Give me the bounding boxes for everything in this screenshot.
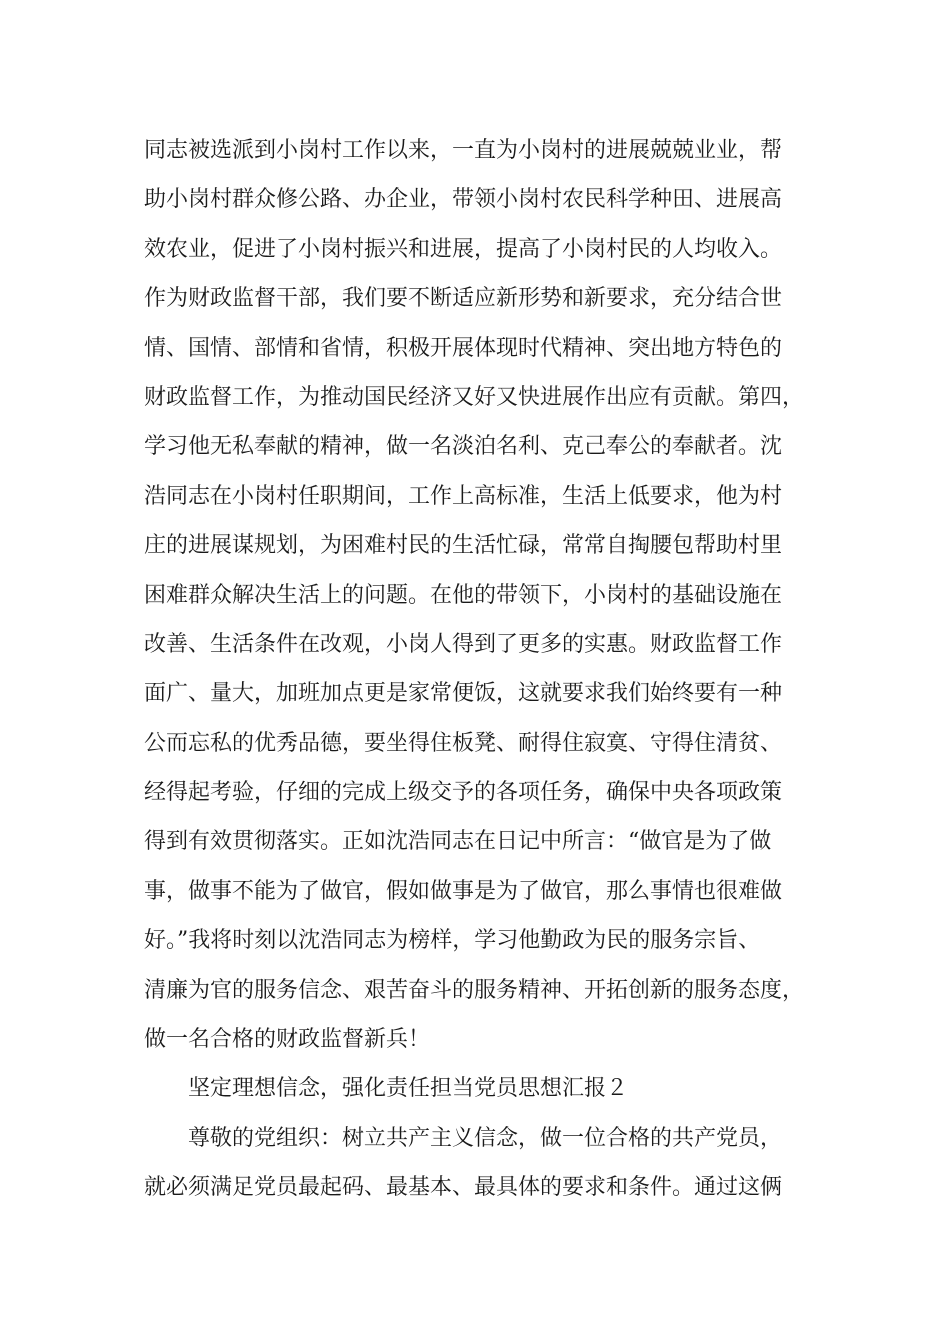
body-line-6: 财政监督工作，为推动国民经济又好又快进展作出应有贡献。第四， bbox=[144, 384, 805, 410]
body-line-22: 就必须满足党员最起码、最基本、最具体的要求和条件。通过这俩 bbox=[144, 1175, 783, 1201]
body-line-10: 困难群众解决生活上的问题。在他的带领下，小岗村的基础设施在 bbox=[144, 582, 783, 608]
body-line-19: 做一名合格的财政监督新兵！ bbox=[144, 1027, 431, 1053]
body-line-12: 面广、量大，加班加点更是家常便饭，这就要求我们始终要有一种 bbox=[144, 681, 783, 707]
section-heading: 坚定理想信念，强化责任担当党员思想汇报２ bbox=[188, 1076, 629, 1102]
body-line-13: 公而忘私的优秀品德，要坐得住板凳、耐得住寂寞、守得住清贫、 bbox=[144, 730, 783, 756]
body-line-7: 学习他无私奉献的精神，做一名淡泊名利、克己奉公的奉献者。沈 bbox=[144, 434, 783, 460]
body-line-14: 经得起考验，仔细的完成上级交予的各项任务，确保中央各项政策 bbox=[144, 780, 783, 806]
body-line-9: 庄的进展谋规划，为困难村民的生活忙碌，常常自掏腰包帮助村里 bbox=[144, 533, 783, 559]
body-line-1: 同志被选派到小岗村工作以来，一直为小岗村的进展兢兢业业，帮 bbox=[144, 138, 783, 163]
body-line-3: 效农业，促进了小岗村振兴和进展，提高了小岗村民的人均收入。 bbox=[144, 236, 783, 262]
body-line-18: 清廉为官的服务信念、艰苦奋斗的服务精神、开拓创新的服务态度， bbox=[144, 977, 805, 1003]
document-body bbox=[144, 126, 834, 1213]
body-line-4: 作为财政监督干部，我们要不断适应新形势和新要求，充分结合世 bbox=[144, 286, 783, 312]
body-line-2: 助小岗村群众修公路、办企业，带领小岗村农民科学种田、进展高 bbox=[144, 187, 783, 213]
body-line-21: 尊敬的党组织：树立共产主义信念，做一位合格的共产党员， bbox=[188, 1125, 783, 1151]
body-line-11: 改善、生活条件在改观，小岗人得到了更多的实惠。财政监督工作 bbox=[144, 631, 783, 657]
body-line-5: 情、国情、部情和省情，积极开展体现时代精神、突出地方特色的 bbox=[144, 335, 783, 361]
body-line-16: 事，做事不能为了做官，假如做事是为了做官，那么事情也很难做 bbox=[144, 878, 783, 904]
body-line-17: 好。”我将时刻以沈浩同志为榜样，学习他勤政为民的服务宗旨、 bbox=[144, 928, 761, 954]
body-line-15: 得到有效贯彻落实。正如沈浩同志在日记中所言：“做官是为了做 bbox=[144, 829, 772, 855]
body-line-8: 浩同志在小岗村任职期间，工作上高标准，生活上低要求，他为村 bbox=[144, 483, 783, 509]
